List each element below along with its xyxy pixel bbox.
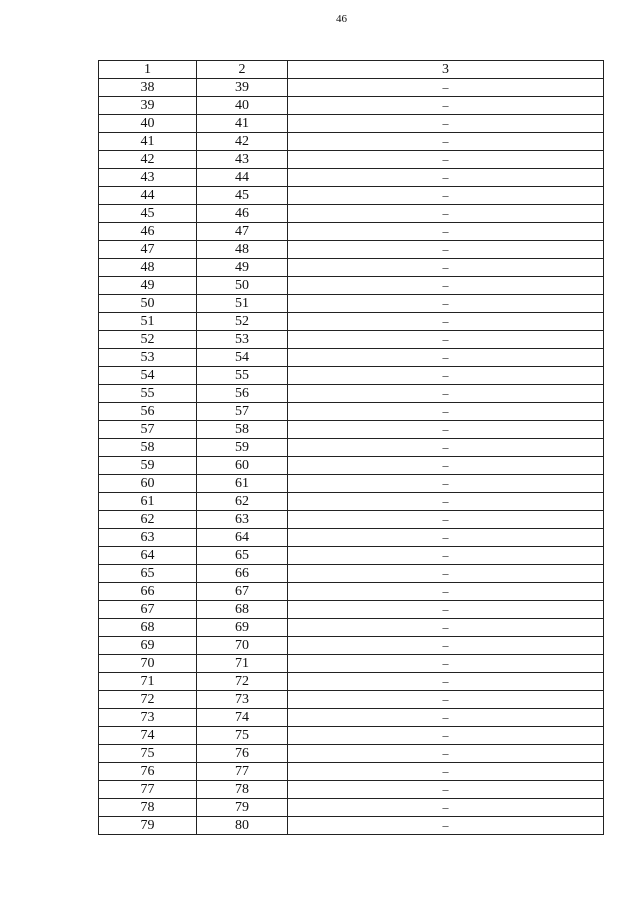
table-cell-col-1: 69 bbox=[99, 637, 197, 655]
table-cell-col-2: 80 bbox=[197, 817, 288, 835]
table-cell-col-3: – bbox=[288, 277, 604, 295]
table-cell-col-1: 45 bbox=[99, 205, 197, 223]
table-cell-col-1: 38 bbox=[99, 79, 197, 97]
table-cell-col-1: 56 bbox=[99, 403, 197, 421]
table-body bbox=[99, 79, 604, 835]
table-row bbox=[99, 511, 604, 529]
table-row bbox=[99, 475, 604, 493]
table-cell-col-3: – bbox=[288, 367, 604, 385]
table-cell-col-2: 67 bbox=[197, 583, 288, 601]
table-cell-col-3: – bbox=[288, 475, 604, 493]
table-cell-col-1: 71 bbox=[99, 673, 197, 691]
table-cell-col-3: – bbox=[288, 115, 604, 133]
table-row bbox=[99, 259, 604, 277]
table-cell-col-3: – bbox=[288, 439, 604, 457]
table-cell-col-1: 54 bbox=[99, 367, 197, 385]
table-row bbox=[99, 403, 604, 421]
table-cell-col-2: 62 bbox=[197, 493, 288, 511]
table-cell-col-2: 50 bbox=[197, 277, 288, 295]
table-row bbox=[99, 601, 604, 619]
table-cell-col-1: 49 bbox=[99, 277, 197, 295]
table-cell-col-1: 61 bbox=[99, 493, 197, 511]
table-cell-col-3: – bbox=[288, 691, 604, 709]
table-cell-col-1: 65 bbox=[99, 565, 197, 583]
table-cell-col-3: – bbox=[288, 349, 604, 367]
table-cell-col-2: 63 bbox=[197, 511, 288, 529]
table-row bbox=[99, 115, 604, 133]
table-cell-col-2: 43 bbox=[197, 151, 288, 169]
table-cell-col-1: 44 bbox=[99, 187, 197, 205]
table-row bbox=[99, 79, 604, 97]
table-cell-col-1: 50 bbox=[99, 295, 197, 313]
table-row bbox=[99, 637, 604, 655]
table-cell-col-1: 78 bbox=[99, 799, 197, 817]
table-cell-col-2: 65 bbox=[197, 547, 288, 565]
table-cell-col-2: 45 bbox=[197, 187, 288, 205]
table-cell-col-2: 44 bbox=[197, 169, 288, 187]
table-cell-col-1: 57 bbox=[99, 421, 197, 439]
table-cell-col-2: 52 bbox=[197, 313, 288, 331]
table-cell-col-2: 78 bbox=[197, 781, 288, 799]
table-cell-col-3: – bbox=[288, 511, 604, 529]
table-cell-col-3: – bbox=[288, 565, 604, 583]
table-cell-col-1: 68 bbox=[99, 619, 197, 637]
table-cell-col-1: 74 bbox=[99, 727, 197, 745]
table-cell-col-1: 77 bbox=[99, 781, 197, 799]
table-cell-col-1: 76 bbox=[99, 763, 197, 781]
table-cell-col-1: 75 bbox=[99, 745, 197, 763]
table-cell-col-3: – bbox=[288, 223, 604, 241]
table-cell-col-2: 61 bbox=[197, 475, 288, 493]
table-cell-col-3: – bbox=[288, 745, 604, 763]
table-header-row bbox=[99, 61, 604, 79]
table-row bbox=[99, 349, 604, 367]
table-row bbox=[99, 799, 604, 817]
table-cell-col-2: 54 bbox=[197, 349, 288, 367]
table-cell-col-2: 46 bbox=[197, 205, 288, 223]
table-cell-col-2: 51 bbox=[197, 295, 288, 313]
table-cell-col-1: 42 bbox=[99, 151, 197, 169]
table-cell-col-3: – bbox=[288, 385, 604, 403]
table-row bbox=[99, 493, 604, 511]
table-cell-col-2: 60 bbox=[197, 457, 288, 475]
table-row bbox=[99, 151, 604, 169]
table-cell-col-3: – bbox=[288, 295, 604, 313]
table-cell-col-2: 70 bbox=[197, 637, 288, 655]
table-cell-col-2: 64 bbox=[197, 529, 288, 547]
table-row bbox=[99, 277, 604, 295]
table-row bbox=[99, 295, 604, 313]
table-cell-col-1: 43 bbox=[99, 169, 197, 187]
table-cell-col-3: – bbox=[288, 619, 604, 637]
table-cell-col-2: 55 bbox=[197, 367, 288, 385]
table-row bbox=[99, 529, 604, 547]
table-cell-col-2: 74 bbox=[197, 709, 288, 727]
table-cell-col-2: 73 bbox=[197, 691, 288, 709]
data-table-container bbox=[98, 60, 603, 835]
table-cell-col-3: – bbox=[288, 457, 604, 475]
table-row bbox=[99, 223, 604, 241]
table-cell-col-3: – bbox=[288, 493, 604, 511]
column-header-3: 3 bbox=[288, 61, 604, 79]
table-row bbox=[99, 205, 604, 223]
table-cell-col-2: 40 bbox=[197, 97, 288, 115]
table-cell-col-3: – bbox=[288, 655, 604, 673]
table-row bbox=[99, 457, 604, 475]
table-cell-col-1: 48 bbox=[99, 259, 197, 277]
table-cell-col-3: – bbox=[288, 97, 604, 115]
table-cell-col-2: 72 bbox=[197, 673, 288, 691]
table-cell-col-3: – bbox=[288, 241, 604, 259]
table-row bbox=[99, 817, 604, 835]
table-cell-col-1: 39 bbox=[99, 97, 197, 115]
table-cell-col-3: – bbox=[288, 79, 604, 97]
table-cell-col-3: – bbox=[288, 709, 604, 727]
table-row bbox=[99, 331, 604, 349]
table-cell-col-1: 72 bbox=[99, 691, 197, 709]
table-cell-col-2: 77 bbox=[197, 763, 288, 781]
table-cell-col-3: – bbox=[288, 331, 604, 349]
data-table bbox=[98, 60, 604, 835]
table-cell-col-1: 41 bbox=[99, 133, 197, 151]
table-cell-col-3: – bbox=[288, 637, 604, 655]
table-row bbox=[99, 727, 604, 745]
table-row bbox=[99, 421, 604, 439]
table-row bbox=[99, 781, 604, 799]
table-cell-col-2: 47 bbox=[197, 223, 288, 241]
table-cell-col-3: – bbox=[288, 151, 604, 169]
table-cell-col-3: – bbox=[288, 799, 604, 817]
table-row bbox=[99, 547, 604, 565]
table-cell-col-3: – bbox=[288, 187, 604, 205]
table-cell-col-2: 53 bbox=[197, 331, 288, 349]
table-cell-col-2: 49 bbox=[197, 259, 288, 277]
table-cell-col-2: 39 bbox=[197, 79, 288, 97]
table-cell-col-2: 57 bbox=[197, 403, 288, 421]
table-cell-col-2: 42 bbox=[197, 133, 288, 151]
table-cell-col-3: – bbox=[288, 547, 604, 565]
table-row bbox=[99, 745, 604, 763]
table-row bbox=[99, 583, 604, 601]
column-header-1: 1 bbox=[99, 61, 197, 79]
table-cell-col-2: 56 bbox=[197, 385, 288, 403]
table-cell-col-1: 64 bbox=[99, 547, 197, 565]
table-cell-col-3: – bbox=[288, 583, 604, 601]
table-cell-col-3: – bbox=[288, 259, 604, 277]
table-cell-col-2: 41 bbox=[197, 115, 288, 133]
table-row bbox=[99, 655, 604, 673]
table-cell-col-3: – bbox=[288, 169, 604, 187]
table-cell-col-3: – bbox=[288, 601, 604, 619]
table-cell-col-3: – bbox=[288, 133, 604, 151]
table-cell-col-3: – bbox=[288, 673, 604, 691]
table-row bbox=[99, 385, 604, 403]
table-cell-col-2: 66 bbox=[197, 565, 288, 583]
table-row bbox=[99, 691, 604, 709]
table-cell-col-3: – bbox=[288, 763, 604, 781]
table-cell-col-3: – bbox=[288, 529, 604, 547]
table-cell-col-2: 68 bbox=[197, 601, 288, 619]
table-row bbox=[99, 313, 604, 331]
table-cell-col-1: 73 bbox=[99, 709, 197, 727]
table-cell-col-2: 79 bbox=[197, 799, 288, 817]
table-cell-col-3: – bbox=[288, 727, 604, 745]
table-cell-col-1: 60 bbox=[99, 475, 197, 493]
table-cell-col-2: 59 bbox=[197, 439, 288, 457]
table-cell-col-1: 46 bbox=[99, 223, 197, 241]
table-cell-col-3: – bbox=[288, 313, 604, 331]
table-cell-col-3: – bbox=[288, 781, 604, 799]
table-cell-col-1: 79 bbox=[99, 817, 197, 835]
table-cell-col-2: 58 bbox=[197, 421, 288, 439]
table-row bbox=[99, 187, 604, 205]
table-cell-col-1: 51 bbox=[99, 313, 197, 331]
table-cell-col-1: 63 bbox=[99, 529, 197, 547]
table-cell-col-1: 62 bbox=[99, 511, 197, 529]
table-cell-col-1: 40 bbox=[99, 115, 197, 133]
table-cell-col-2: 48 bbox=[197, 241, 288, 259]
table-cell-col-3: – bbox=[288, 421, 604, 439]
table-row bbox=[99, 241, 604, 259]
table-cell-col-3: – bbox=[288, 205, 604, 223]
table-row bbox=[99, 565, 604, 583]
table-cell-col-3: – bbox=[288, 817, 604, 835]
table-cell-col-1: 47 bbox=[99, 241, 197, 259]
page-number: 46 bbox=[336, 13, 347, 25]
table-cell-col-1: 66 bbox=[99, 583, 197, 601]
table-row bbox=[99, 709, 604, 727]
table-cell-col-1: 67 bbox=[99, 601, 197, 619]
table-cell-col-2: 75 bbox=[197, 727, 288, 745]
table-row bbox=[99, 367, 604, 385]
table-row bbox=[99, 133, 604, 151]
table-cell-col-3: – bbox=[288, 403, 604, 421]
table-row bbox=[99, 619, 604, 637]
table-cell-col-1: 53 bbox=[99, 349, 197, 367]
table-cell-col-2: 69 bbox=[197, 619, 288, 637]
table-row bbox=[99, 673, 604, 691]
table-cell-col-1: 55 bbox=[99, 385, 197, 403]
column-header-2: 2 bbox=[197, 61, 288, 79]
table-cell-col-2: 76 bbox=[197, 745, 288, 763]
table-cell-col-1: 52 bbox=[99, 331, 197, 349]
table-row bbox=[99, 169, 604, 187]
table-row bbox=[99, 439, 604, 457]
table-row bbox=[99, 97, 604, 115]
table-cell-col-1: 59 bbox=[99, 457, 197, 475]
table-cell-col-1: 70 bbox=[99, 655, 197, 673]
table-cell-col-2: 71 bbox=[197, 655, 288, 673]
table-row bbox=[99, 763, 604, 781]
table-cell-col-1: 58 bbox=[99, 439, 197, 457]
